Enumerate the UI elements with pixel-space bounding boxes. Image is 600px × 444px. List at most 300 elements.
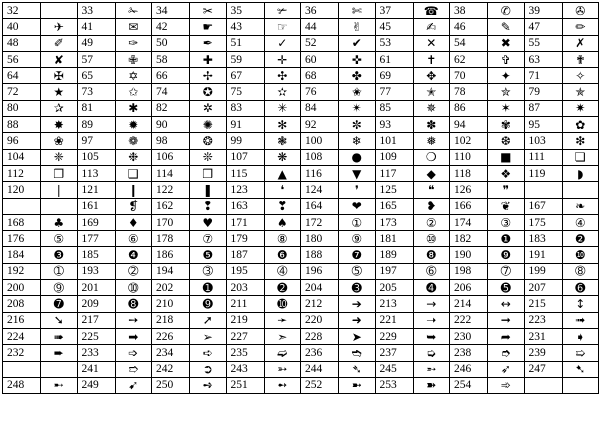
dingbat-glyph-cell: ❒ — [190, 165, 227, 181]
code-cell: 174 — [450, 214, 488, 230]
code-cell: 92 — [301, 117, 339, 133]
dingbat-glyph-cell: ✬ — [339, 84, 376, 100]
code-cell: 218 — [152, 312, 190, 328]
code-cell: 83 — [226, 100, 264, 116]
dingbat-glyph-cell: ✼ — [339, 117, 376, 133]
code-cell: 116 — [301, 165, 339, 181]
dingbat-glyph-cell: ➔ — [339, 296, 376, 312]
dingbat-glyph-cell: ➣ — [264, 328, 301, 344]
code-cell: 45 — [375, 19, 413, 35]
dingbat-glyph-cell: ❖ — [488, 165, 525, 181]
dingbat-glyph-cell: ② — [413, 214, 450, 230]
dingbat-glyph-cell: ➠ — [41, 328, 78, 344]
code-cell: 101 — [375, 133, 413, 149]
code-cell: 187 — [226, 247, 264, 263]
dingbat-glyph-cell: ✐ — [41, 35, 78, 51]
table-row — [3, 280, 599, 296]
code-cell: 84 — [301, 100, 339, 116]
code-cell: 33 — [77, 3, 115, 19]
code-cell: 63 — [524, 51, 562, 67]
dingbat-glyph-cell: ➎ — [488, 280, 525, 296]
dingbat-glyph-cell: ➟ — [562, 312, 599, 328]
dingbat-glyph-cell: ❙ — [115, 182, 152, 198]
code-cell: 97 — [77, 133, 115, 149]
code-cell: 199 — [524, 263, 562, 279]
dingbat-glyph-cell: ➯ — [562, 345, 599, 361]
code-cell: 106 — [152, 149, 190, 165]
code-cell: 223 — [524, 312, 562, 328]
dingbat-glyph-cell — [41, 198, 78, 214]
dingbat-glyph-cell: ❄ — [339, 133, 376, 149]
table-row — [3, 149, 599, 165]
dingbat-glyph-cell: ❦ — [488, 198, 525, 214]
dingbat-glyph-cell: ➈ — [41, 280, 78, 296]
code-cell: 100 — [301, 133, 339, 149]
code-cell: 81 — [77, 100, 115, 116]
code-cell: 50 — [152, 35, 190, 51]
code-cell: 111 — [524, 149, 562, 165]
code-cell: 201 — [77, 280, 115, 296]
table-row — [3, 296, 599, 312]
dingbat-glyph-cell: ✳ — [264, 100, 301, 116]
code-cell: 180 — [301, 231, 339, 247]
dingbat-glyph-cell: ✖ — [488, 35, 525, 51]
dingbat-glyph-cell: ➨ — [41, 345, 78, 361]
code-cell: 181 — [375, 231, 413, 247]
code-cell: 222 — [450, 312, 488, 328]
code-cell: 210 — [152, 296, 190, 312]
dingbat-glyph-cell: ✸ — [41, 117, 78, 133]
code-cell: 175 — [524, 214, 562, 230]
dingbat-glyph-cell: ❢ — [190, 198, 227, 214]
dingbat-glyph-cell: ➼ — [339, 377, 376, 393]
dingbat-glyph-cell: ❝ — [413, 182, 450, 198]
dingbat-glyph-cell: ➍ — [413, 280, 450, 296]
dingbat-glyph-cell: ❇ — [562, 133, 599, 149]
code-cell: 69 — [375, 68, 413, 84]
code-cell: 206 — [450, 280, 488, 296]
table-row — [3, 328, 599, 344]
dingbat-glyph-cell: ➇ — [562, 263, 599, 279]
code-cell: 47 — [524, 19, 562, 35]
dingbat-glyph-cell: ❚ — [190, 182, 227, 198]
table-row — [3, 198, 599, 214]
dingbat-glyph-cell — [41, 361, 78, 377]
code-cell: 219 — [226, 312, 264, 328]
code-cell: 235 — [226, 345, 264, 361]
code-cell: 236 — [301, 345, 339, 361]
dingbat-glyph-cell: ➶ — [488, 361, 525, 377]
code-cell: 57 — [77, 51, 115, 67]
code-cell: 243 — [226, 361, 264, 377]
table-row — [3, 133, 599, 149]
code-cell: 51 — [226, 35, 264, 51]
code-cell: 55 — [524, 35, 562, 51]
dingbat-glyph-cell: ✌ — [339, 19, 376, 35]
dingbat-glyph-cell: ➪ — [190, 345, 227, 361]
code-cell: 176 — [3, 231, 41, 247]
dingbat-glyph-cell: ➽ — [413, 377, 450, 393]
dingbat-glyph-cell: ➥ — [413, 328, 450, 344]
code-cell: 233 — [77, 345, 115, 361]
dingbat-glyph-cell: ✤ — [339, 68, 376, 84]
code-cell: 217 — [77, 312, 115, 328]
code-cell: 178 — [152, 231, 190, 247]
code-cell: 196 — [301, 263, 339, 279]
code-cell: 40 — [3, 19, 41, 35]
dingbat-glyph-cell: ✧ — [562, 68, 599, 84]
code-cell: 212 — [301, 296, 339, 312]
code-cell: 122 — [152, 182, 190, 198]
code-cell: 56 — [3, 51, 41, 67]
dingbat-glyph-cell: ✶ — [488, 100, 525, 116]
dingbat-glyph-cell: ➧ — [562, 328, 599, 344]
code-cell: 54 — [450, 35, 488, 51]
table-row — [3, 100, 599, 116]
code-cell: 95 — [524, 117, 562, 133]
code-cell: 164 — [301, 198, 339, 214]
code-cell: 197 — [375, 263, 413, 279]
table-row — [3, 165, 599, 181]
dingbat-glyph-cell: ✯ — [562, 84, 599, 100]
dingbat-glyph-cell: ❊ — [190, 149, 227, 165]
dingbat-glyph-cell: ➹ — [115, 377, 152, 393]
dingbat-glyph-cell: ❅ — [413, 133, 450, 149]
dingbat-glyph-cell: ➆ — [488, 263, 525, 279]
dingbat-glyph-cell: ❂ — [190, 133, 227, 149]
dingbat-glyph-cell: ➐ — [41, 296, 78, 312]
table-row — [3, 51, 599, 67]
dingbat-glyph-cell: ✄ — [339, 3, 376, 19]
dingbat-glyph-cell: ➒ — [190, 296, 227, 312]
dingbat-glyph-cell: ➏ — [562, 280, 599, 296]
code-cell — [524, 377, 562, 393]
code-cell: 85 — [375, 100, 413, 116]
table-row — [3, 84, 599, 100]
code-cell: 244 — [301, 361, 339, 377]
dingbat-glyph-cell: ↕ — [562, 296, 599, 312]
code-cell: 248 — [3, 377, 41, 393]
dingbat-glyph-cell: ✈ — [41, 19, 78, 35]
dingbat-glyph-cell: ◆ — [413, 165, 450, 181]
dingbat-glyph-cell: ❻ — [264, 247, 301, 263]
dingbat-glyph-cell: ✓ — [264, 35, 301, 51]
dingbat-glyph-cell: ➷ — [562, 361, 599, 377]
code-cell: 205 — [375, 280, 413, 296]
code-cell: 224 — [3, 328, 41, 344]
dingbat-glyph-cell: ➸ — [41, 377, 78, 393]
dingbat-glyph-cell: ❋ — [264, 149, 301, 165]
code-cell: 77 — [375, 84, 413, 100]
code-cell: 251 — [226, 377, 264, 393]
dingbat-glyph-cell: ❍ — [413, 149, 450, 165]
dingbat-glyph-cell: ✛ — [264, 51, 301, 67]
dingbat-glyph-cell: ♠ — [264, 214, 301, 230]
code-cell: 46 — [450, 19, 488, 35]
code-cell: 183 — [524, 231, 562, 247]
code-cell: 192 — [3, 263, 41, 279]
table-row — [3, 345, 599, 361]
dingbat-glyph-cell: ➢ — [190, 328, 227, 344]
dingbat-glyph-cell: ➬ — [339, 345, 376, 361]
code-cell: 121 — [77, 182, 115, 198]
dingbat-glyph-cell: ③ — [488, 214, 525, 230]
code-cell: 239 — [524, 345, 562, 361]
dingbat-glyph-cell: ➛ — [264, 312, 301, 328]
dingbat-glyph-cell: ❿ — [562, 247, 599, 263]
dingbat-glyph-cell: ✾ — [488, 117, 525, 133]
code-cell: 59 — [226, 51, 264, 67]
code-cell: 36 — [301, 3, 339, 19]
code-cell: 103 — [524, 133, 562, 149]
dingbat-glyph-cell: ❆ — [488, 133, 525, 149]
code-cell: 194 — [152, 263, 190, 279]
dingbat-glyph-cell: ❏ — [562, 149, 599, 165]
dingbat-glyph-cell: ❁ — [115, 133, 152, 149]
dingbat-glyph-cell: ➀ — [41, 263, 78, 279]
code-cell: 38 — [450, 3, 488, 19]
dingbat-code-table — [2, 2, 599, 394]
code-cell: 109 — [375, 149, 413, 165]
code-cell: 102 — [450, 133, 488, 149]
dingbat-glyph-cell: ➾ — [488, 377, 525, 393]
code-cell: 190 — [450, 247, 488, 263]
dingbat-glyph-cell: ➙ — [115, 312, 152, 328]
dingbat-glyph-cell: ✃ — [264, 3, 301, 19]
code-cell: 230 — [450, 328, 488, 344]
code-cell: 173 — [375, 214, 413, 230]
code-cell: 213 — [375, 296, 413, 312]
code-cell: 42 — [152, 19, 190, 35]
dingbat-glyph-cell: ➤ — [339, 328, 376, 344]
code-cell: 114 — [152, 165, 190, 181]
code-cell: 93 — [375, 117, 413, 133]
code-cell: 195 — [226, 263, 264, 279]
code-cell: 58 — [152, 51, 190, 67]
code-cell — [524, 182, 562, 198]
table-row — [3, 247, 599, 263]
code-cell: 62 — [450, 51, 488, 67]
code-cell: 163 — [226, 198, 264, 214]
table-row — [3, 35, 599, 51]
code-cell: 32 — [3, 3, 41, 19]
dingbat-glyph-cell: ④ — [562, 214, 599, 230]
code-cell: 124 — [301, 182, 339, 198]
dingbat-glyph-cell: ❽ — [413, 247, 450, 263]
dingbat-glyph-cell: ✗ — [562, 35, 599, 51]
code-cell: 167 — [524, 198, 562, 214]
dingbat-glyph-cell: ★ — [41, 84, 78, 100]
dingbat-glyph-cell: ❧ — [562, 198, 599, 214]
code-cell: 68 — [301, 68, 339, 84]
dingbat-glyph-cell: ✱ — [115, 100, 152, 116]
dingbat-glyph-cell: ✺ — [190, 117, 227, 133]
code-cell: 70 — [450, 68, 488, 84]
code-cell: 231 — [524, 328, 562, 344]
dingbat-glyph-cell: ❛ — [264, 182, 301, 198]
code-cell: 171 — [226, 214, 264, 230]
dingbat-glyph-cell: ❣ — [264, 198, 301, 214]
code-cell: 91 — [226, 117, 264, 133]
dingbat-glyph-cell: ➲ — [190, 361, 227, 377]
dingbat-glyph-cell: ❀ — [41, 133, 78, 149]
code-cell: 238 — [450, 345, 488, 361]
dingbat-glyph-cell: ✫ — [264, 84, 301, 100]
code-cell: 207 — [524, 280, 562, 296]
code-cell: 198 — [450, 263, 488, 279]
code-cell: 185 — [77, 247, 115, 263]
code-cell: 126 — [450, 182, 488, 198]
code-cell: 44 — [301, 19, 339, 35]
dingbat-glyph-cell: ➱ — [115, 361, 152, 377]
dingbat-glyph-cell: ✇ — [562, 3, 599, 19]
dingbat-glyph-cell: ❼ — [339, 247, 376, 263]
code-cell: 211 — [226, 296, 264, 312]
dingbat-glyph-cell — [562, 182, 599, 198]
code-cell: 119 — [524, 165, 562, 181]
code-cell: 60 — [301, 51, 339, 67]
code-cell: 177 — [77, 231, 115, 247]
code-cell: 104 — [3, 149, 41, 165]
code-cell: 118 — [450, 165, 488, 181]
code-cell: 168 — [3, 214, 41, 230]
dingbat-glyph-cell: ❺ — [190, 247, 227, 263]
dingbat-glyph-cell: ☎ — [413, 3, 450, 19]
dingbat-glyph-cell: ❥ — [413, 198, 450, 214]
dingbat-glyph-cell: ➉ — [115, 280, 152, 296]
dingbat-glyph-cell: ⑦ — [190, 231, 227, 247]
code-cell: 80 — [3, 100, 41, 116]
code-cell: 242 — [152, 361, 190, 377]
code-cell: 182 — [450, 231, 488, 247]
dingbat-glyph-cell: ▲ — [264, 165, 301, 181]
code-cell: 113 — [77, 165, 115, 181]
dingbat-glyph-cell: ✣ — [264, 68, 301, 84]
code-cell: 66 — [152, 68, 190, 84]
table-row — [3, 182, 599, 198]
code-cell: 64 — [3, 68, 41, 84]
dingbat-glyph-cell: ✭ — [413, 84, 450, 100]
code-cell: 52 — [301, 35, 339, 51]
code-cell: 71 — [524, 68, 562, 84]
code-cell: 112 — [3, 165, 41, 181]
dingbat-glyph-cell: ➘ — [41, 312, 78, 328]
dingbat-glyph-cell: ✑ — [115, 35, 152, 51]
dingbat-glyph-cell: ✔ — [339, 35, 376, 51]
dingbat-glyph-cell: ✲ — [190, 100, 227, 116]
code-cell: 208 — [3, 296, 41, 312]
code-cell: 227 — [226, 328, 264, 344]
code-cell: 226 — [152, 328, 190, 344]
code-cell: 162 — [152, 198, 190, 214]
dingbat-glyph-cell: ✥ — [413, 68, 450, 84]
code-cell: 53 — [375, 35, 413, 51]
code-cell: 225 — [77, 328, 115, 344]
dingbat-glyph-cell: ✞ — [488, 51, 525, 67]
code-cell: 229 — [375, 328, 413, 344]
code-cell: 87 — [524, 100, 562, 116]
dingbat-glyph-cell: ✮ — [488, 84, 525, 100]
code-cell: 216 — [3, 312, 41, 328]
code-cell: 221 — [375, 312, 413, 328]
dingbat-glyph-cell: ✢ — [190, 68, 227, 84]
code-cell: 115 — [226, 165, 264, 181]
dingbat-glyph-cell: ✏ — [562, 19, 599, 35]
dingbat-glyph-cell: ♣ — [41, 214, 78, 230]
table-row — [3, 19, 599, 35]
dingbat-glyph-cell: ➅ — [413, 263, 450, 279]
code-cell: 253 — [375, 377, 413, 393]
dingbat-glyph-cell: ➺ — [190, 377, 227, 393]
dingbat-glyph-cell: ➫ — [264, 345, 301, 361]
dingbat-glyph-cell: ➳ — [264, 361, 301, 377]
code-cell: 120 — [3, 182, 41, 198]
dingbat-glyph-cell: ✷ — [562, 100, 599, 116]
code-cell: 89 — [77, 117, 115, 133]
code-cell: 98 — [152, 133, 190, 149]
dingbat-glyph-cell: ✩ — [115, 84, 152, 100]
dingbat-glyph-cell: ❤ — [339, 198, 376, 214]
code-cell: 245 — [375, 361, 413, 377]
dingbat-glyph-cell: ✰ — [41, 100, 78, 116]
dingbat-glyph-cell: ➻ — [264, 377, 301, 393]
code-cell: 228 — [301, 328, 339, 344]
dingbat-glyph-cell: ➌ — [339, 280, 376, 296]
code-cell: 72 — [3, 84, 41, 100]
dingbat-glyph-cell — [562, 377, 599, 393]
code-cell: 254 — [450, 377, 488, 393]
code-cell: 35 — [226, 3, 264, 19]
dingbat-glyph-cell: ❐ — [41, 165, 78, 181]
dingbat-glyph-cell: ➦ — [488, 328, 525, 344]
dingbat-glyph-cell: ✠ — [41, 68, 78, 84]
dingbat-glyph-cell: ✵ — [413, 100, 450, 116]
code-cell: 184 — [3, 247, 41, 263]
dingbat-glyph-cell: ➋ — [264, 280, 301, 296]
table-row — [3, 68, 599, 84]
table-row — [3, 263, 599, 279]
code-cell: 191 — [524, 247, 562, 263]
code-cell: 117 — [375, 165, 413, 181]
dingbat-glyph-cell: ✁ — [115, 3, 152, 19]
dingbat-glyph-cell: ❈ — [41, 149, 78, 165]
code-cell: 188 — [301, 247, 339, 263]
dingbat-glyph-cell: ⑥ — [115, 231, 152, 247]
dingbat-glyph-cell: ➝ — [413, 312, 450, 328]
dingbat-glyph-cell: ❉ — [115, 149, 152, 165]
code-cell: 215 — [524, 296, 562, 312]
dingbat-glyph-cell: ➂ — [190, 263, 227, 279]
dingbat-glyph-cell: ↔ — [488, 296, 525, 312]
code-cell: 250 — [152, 377, 190, 393]
dingbat-glyph-cell: ✜ — [339, 51, 376, 67]
table-row — [3, 231, 599, 247]
dingbat-glyph-cell: ⑨ — [339, 231, 376, 247]
dingbat-glyph-cell: ❃ — [264, 133, 301, 149]
code-cell: 249 — [77, 377, 115, 393]
code-cell: 170 — [152, 214, 190, 230]
dingbat-glyph-cell: ✡ — [115, 68, 152, 84]
code-cell: 61 — [375, 51, 413, 67]
dingbat-glyph-cell: ➭ — [413, 345, 450, 361]
dingbat-glyph-cell: ✟ — [562, 51, 599, 67]
dingbat-glyph-cell: ➄ — [339, 263, 376, 279]
code-cell: 200 — [3, 280, 41, 296]
dingbat-glyph-cell: ✚ — [190, 51, 227, 67]
dingbat-glyph-cell: ✘ — [41, 51, 78, 67]
table-row — [3, 361, 599, 377]
code-cell: 41 — [77, 19, 115, 35]
